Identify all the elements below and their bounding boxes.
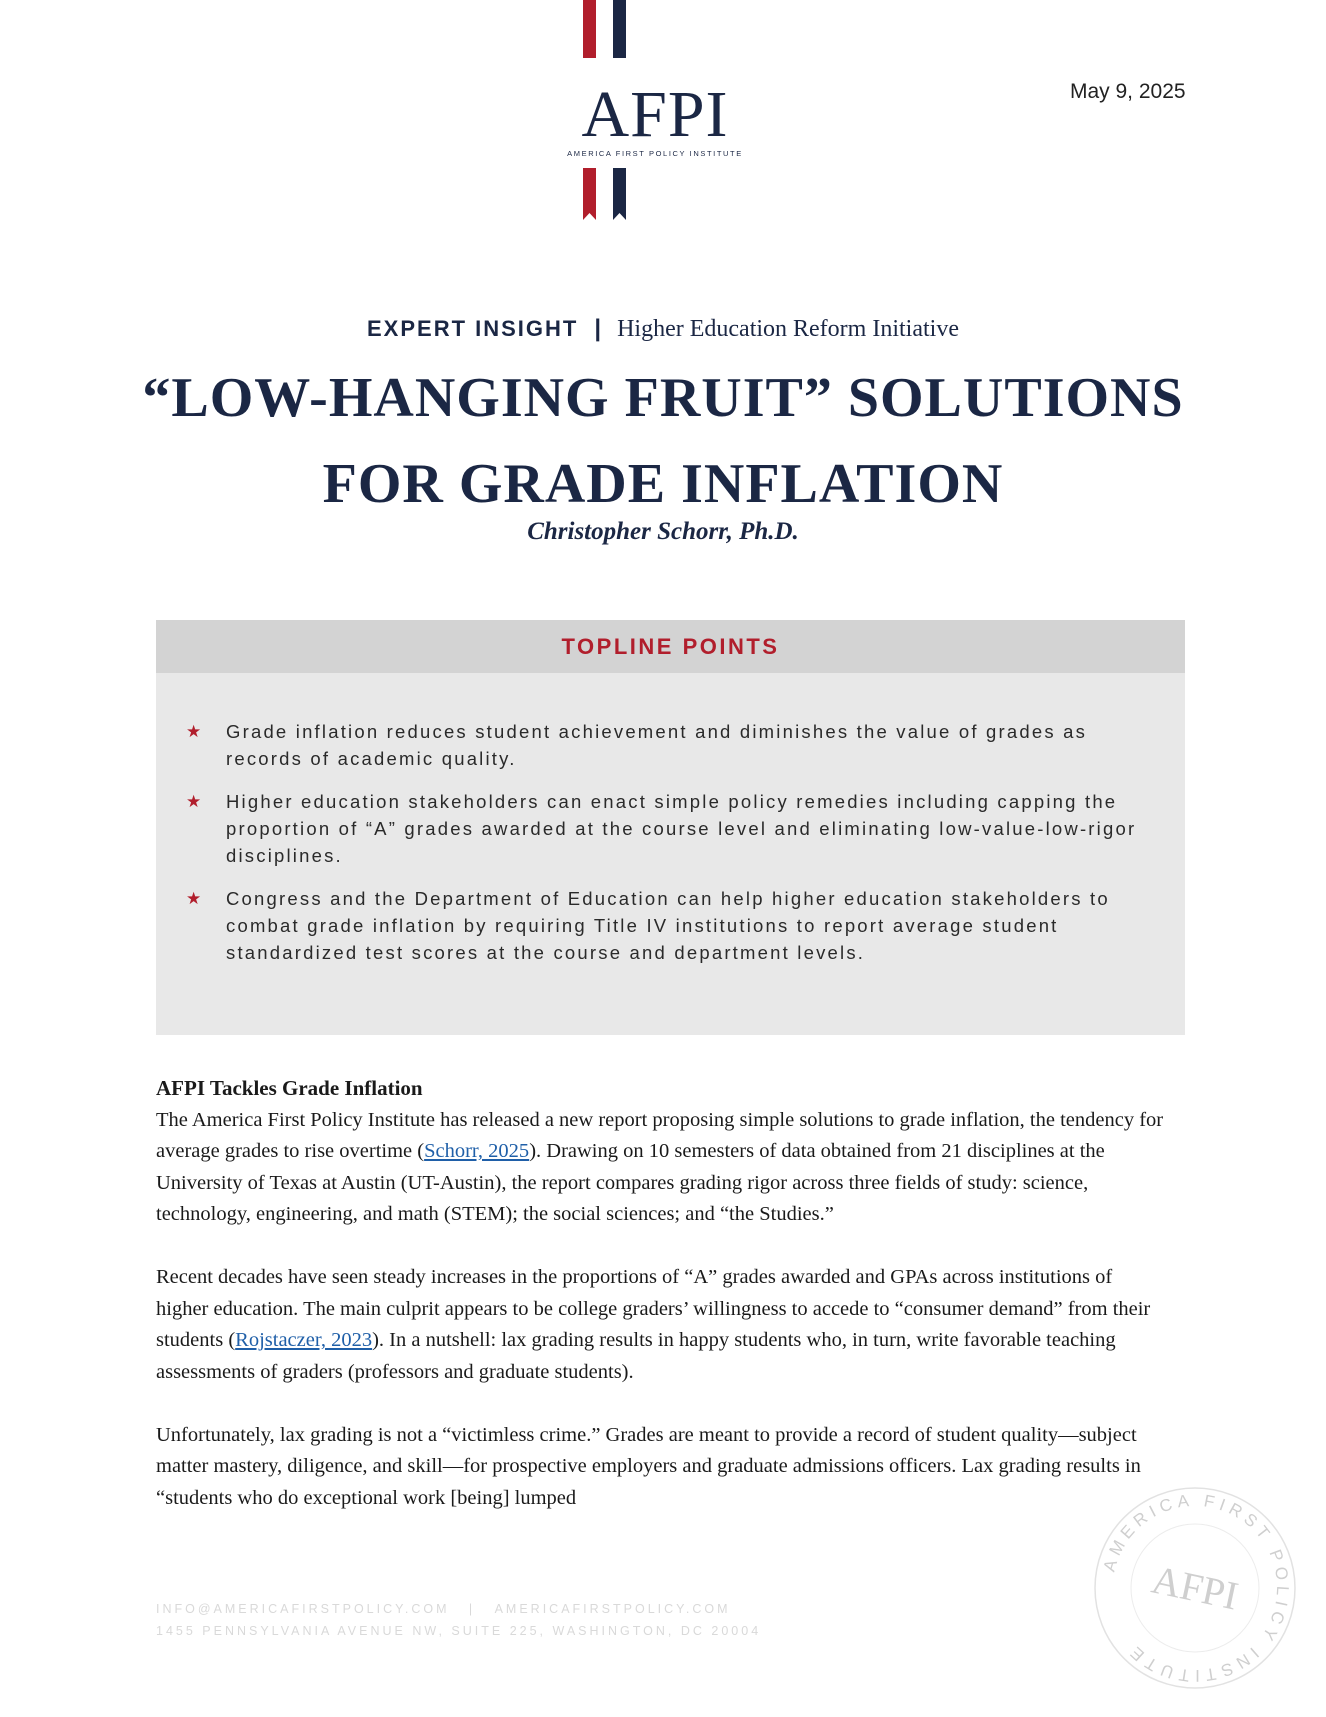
topline-heading: TOPLINE POINTS	[156, 620, 1185, 673]
footer-address: 1455 PENNSYLVANIA AVENUE NW, SUITE 225, WASHINGTON, DC 20004	[156, 1624, 762, 1638]
topline-point	[186, 788, 1146, 869]
footer	[156, 1598, 761, 1642]
kicker	[0, 315, 1326, 343]
topline-point-text: Higher education stakeholders can enact simple policy remedies including capping the proportion of “A” grades awarded at the course level and eliminating low-value-low-rigor disciplines.	[226, 791, 1137, 866]
afpi-logo	[560, 0, 760, 225]
kicker-label: EXPERT INSIGHT	[367, 316, 579, 341]
topline-list	[186, 718, 1146, 982]
topline-point	[186, 718, 1146, 772]
svg-text:AFPI: AFPI	[1148, 1556, 1243, 1619]
star-icon: ★	[186, 889, 202, 908]
topline-point	[186, 885, 1146, 966]
star-icon: ★	[186, 792, 202, 811]
afpi-seal	[1090, 1483, 1300, 1693]
paragraph-1: The America First Policy Institute has released a new report proposing simple solutions to grade inflation, the tendency for average grades to rise overtime (Schorr, 2025). Drawing on 10 semesters of data obtained from 21 disciplines at the University of Texas at Austin (UT-Austin), the report compares grading rigor across three fields of study: science, technology, engineering, and math (STEM); the social sciences; and “the Studies.”	[156, 1108, 1164, 1225]
topline-point-text: Grade inflation reduces student achievement and diminishes the value of grades as records of academic quality.	[226, 721, 1088, 769]
title-line-2: FOR GRADE INFLATION	[322, 453, 1004, 515]
citation-link-schorr[interactable]: Schorr, 2025	[424, 1140, 530, 1162]
paragraph-2: Recent decades have seen steady increases in the proportions of “A” grades awarded and GPAs across institutions of higher education. The main culprit appears to be college graders’ willingness to accede to “consumer demand” from their students (Rojstaczer, 2023). In a nutshell: lax grading results in happy students who, in turn, write favorable teaching assessments of graders (professors and graduate students).	[156, 1266, 1151, 1383]
topline-point-text: Congress and the Department of Education can help higher education stakeholders to combat grade inflation by requiring Title IV institutions to report average student standardized test scores at the course and department levels.	[226, 888, 1110, 963]
svg-text:AMERICA FIRST POLICY INSTITUTE: AMERICA FIRST POLICY INSTITUTE	[1099, 1490, 1293, 1686]
kicker-initiative: Higher Education Reform Initiative	[617, 316, 959, 342]
title-line-1: “LOW-HANGING FRUIT” SOLUTIONS	[142, 367, 1184, 429]
citation-link-rojstaczer[interactable]: Rojstaczer, 2023	[235, 1329, 373, 1351]
article-body	[156, 1073, 1166, 1546]
svg-text:AFPI: AFPI	[581, 78, 729, 151]
footer-website[interactable]: AMERICAFIRSTPOLICY.COM	[494, 1602, 731, 1616]
star-icon: ★	[186, 722, 202, 741]
author-byline: Christopher Schorr, Ph.D.	[527, 518, 799, 545]
footer-separator: |	[468, 1602, 476, 1616]
topline-box	[156, 620, 1185, 1035]
paragraph-3: Unfortunately, lax grading is not a “victimless crime.” Grades are meant to provide a record of student quality—subject matter mastery, diligence, and skill—for prospective employers and graduate admissions officers. Lax grading results in “students who do exceptional work [being] lumped	[156, 1423, 1141, 1509]
publication-date: May 9, 2025	[1070, 80, 1186, 103]
page-title	[0, 355, 1326, 527]
svg-text:AMERICA FIRST POLICY INSTITUTE: AMERICA FIRST POLICY INSTITUTE	[567, 149, 743, 158]
section-heading: AFPI Tackles Grade Inflation	[156, 1076, 423, 1100]
footer-email[interactable]: INFO@AMERICAFIRSTPOLICY.COM	[156, 1602, 450, 1616]
kicker-separator: |	[594, 315, 602, 342]
